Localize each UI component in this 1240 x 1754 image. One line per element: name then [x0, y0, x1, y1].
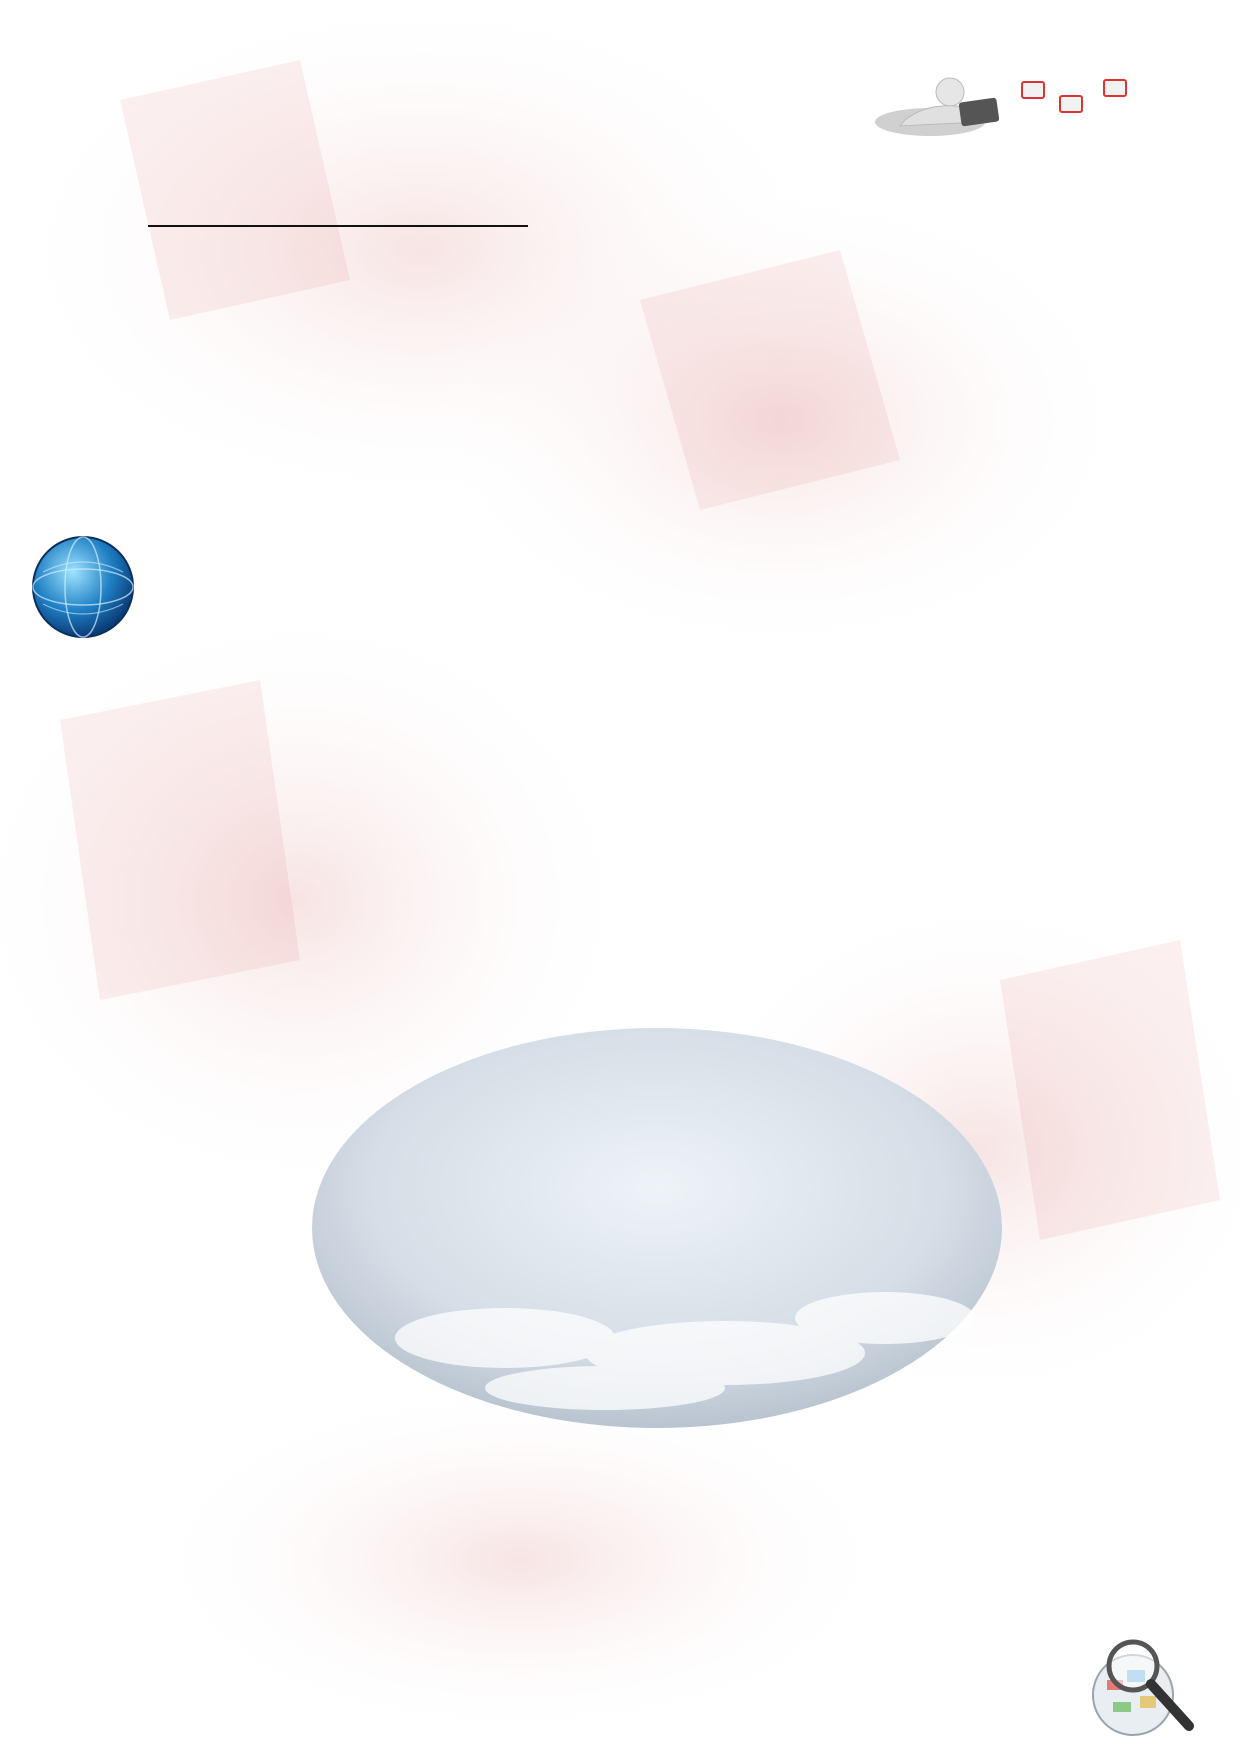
email-icon: [1022, 80, 1126, 112]
logo-figure-icon: [860, 60, 1160, 190]
answer-cube-row-svg: [220, 1480, 1100, 1580]
cube-puzzle-image: [305, 1008, 1010, 1451]
answer-blank[interactable]: [148, 203, 528, 227]
answer-row: [148, 203, 1158, 237]
task-4-badge: [28, 532, 143, 647]
page-number-badge: [1085, 1630, 1215, 1745]
videouroki-logo: [860, 60, 1160, 190]
answer-cube-row: [220, 1480, 1100, 1580]
instruction-block: [148, 203, 1158, 237]
cube-puzzle-svg: [305, 1008, 1010, 1451]
globe-icon: [28, 532, 143, 647]
